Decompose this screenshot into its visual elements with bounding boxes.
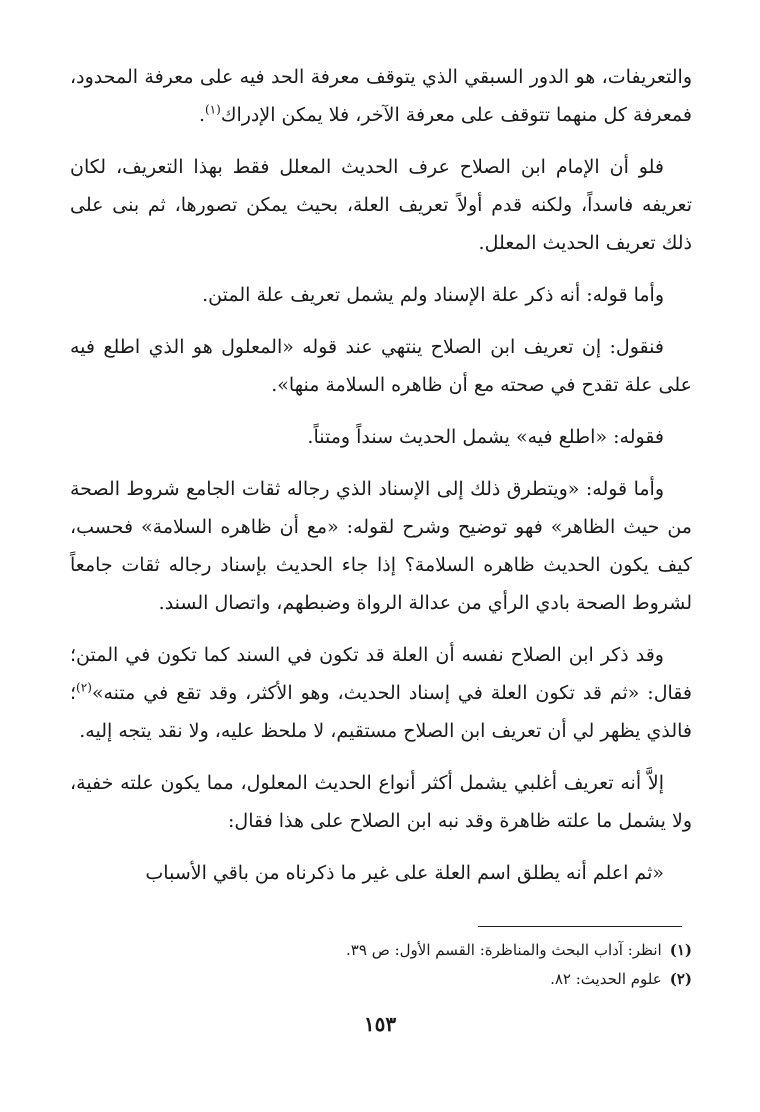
paragraph-7-tail: ؛ فالذي يظهر لي أن تعريف ابن الصلاح مستقيم، لا ملحظ عليه، ولا نقد يتجه إليه. bbox=[70, 682, 692, 742]
footnote-1-text: انظر: آداب البحث والمناظرة: القسم الأول: ص ٣٩. bbox=[346, 941, 662, 959]
footnotes bbox=[70, 936, 692, 994]
footnote-2-text: علوم الحديث: ٨٢. bbox=[550, 970, 662, 988]
footnote-2-number: (٢) bbox=[669, 970, 692, 988]
page-body bbox=[70, 58, 692, 906]
paragraph-6: وأما قوله: «ويتطرق ذلك إلى الإسناد الذي رجاله ثقات الجامع شروط الصحة من حيث الظاهر» فهو توضيح وشرح لقوله: «مع أن ظاهره السلامة» فحسب، كيف يكون الحديث ظاهره السلامة؟ إذا جاء الحديث بإسناد رجاله ثقات جامعاً لشروط الصحة بادي الرأي من عدالة الرواة وضبطهم، واتصال السند. bbox=[70, 478, 692, 614]
paragraph-8: إلاَّ أنه تعريف أغلبي يشمل أكثر أنواع الحديث المعلول، مما يكون علته خفية، ولا يشمل ما علته ظاهرة وقد نبه ابن الصلاح على هذا فقال: bbox=[70, 772, 692, 832]
paragraph-7-text: وقد ذكر ابن الصلاح نفسه أن العلة قد تكون في السند كما تكون في المتن؛ فقال: «ثم قد تكون العلة في إسناد الحديث، وهو الأكثر، وقد تقع في متنه» bbox=[70, 644, 692, 704]
paragraph-7 bbox=[70, 636, 692, 750]
page-number: ١٥٣ bbox=[363, 1012, 397, 1036]
paragraph-2: فلو أن الإمام ابن الصلاح عرف الحديث المعلل فقط بهذا التعريف، لكان تعريفه فاسداً، ولكنه قدم أولاً تعريف العلة، بحيث يمكن تصورها، ثم بنى على ذلك تعريف الحديث المعلل. bbox=[70, 156, 692, 254]
paragraph-5: فقوله: «اطلع فيه» يشمل الحديث سنداً ومتناً. bbox=[307, 426, 664, 448]
paragraph-9: «ثم اعلم أنه يطلق اسم العلة على غير ما ذكرناه من باقي الأسباب bbox=[145, 862, 664, 884]
paragraph-1-text: والتعريفات، هو الدور السبقي الذي يتوقف معرفة الحد فيه على معرفة المحدود، فمعرفة كل منهما تتوقف على معرفة الآخر، فلا يمكن الإدراك bbox=[70, 66, 692, 126]
paragraph-1 bbox=[70, 58, 692, 134]
footnote-divider bbox=[478, 926, 682, 927]
footnote-1-number: (١) bbox=[669, 941, 692, 959]
footnote-ref-1[interactable]: (١) bbox=[204, 102, 221, 117]
paragraph-4: فنقول: إن تعريف ابن الصلاح ينتهي عند قوله «المعلول هو الذي اطلع فيه على علة تقدح في صحته مع أن ظاهره السلامة منها». bbox=[70, 336, 692, 396]
footnote-1 bbox=[70, 936, 692, 965]
paragraph-3: وأما قوله: أنه ذكر علة الإسناد ولم يشمل تعريف علة المتن. bbox=[202, 284, 664, 306]
paragraph-1-tail: . bbox=[198, 104, 205, 126]
footnote-2 bbox=[70, 965, 692, 994]
footnote-ref-2[interactable]: (٢) bbox=[76, 680, 92, 695]
